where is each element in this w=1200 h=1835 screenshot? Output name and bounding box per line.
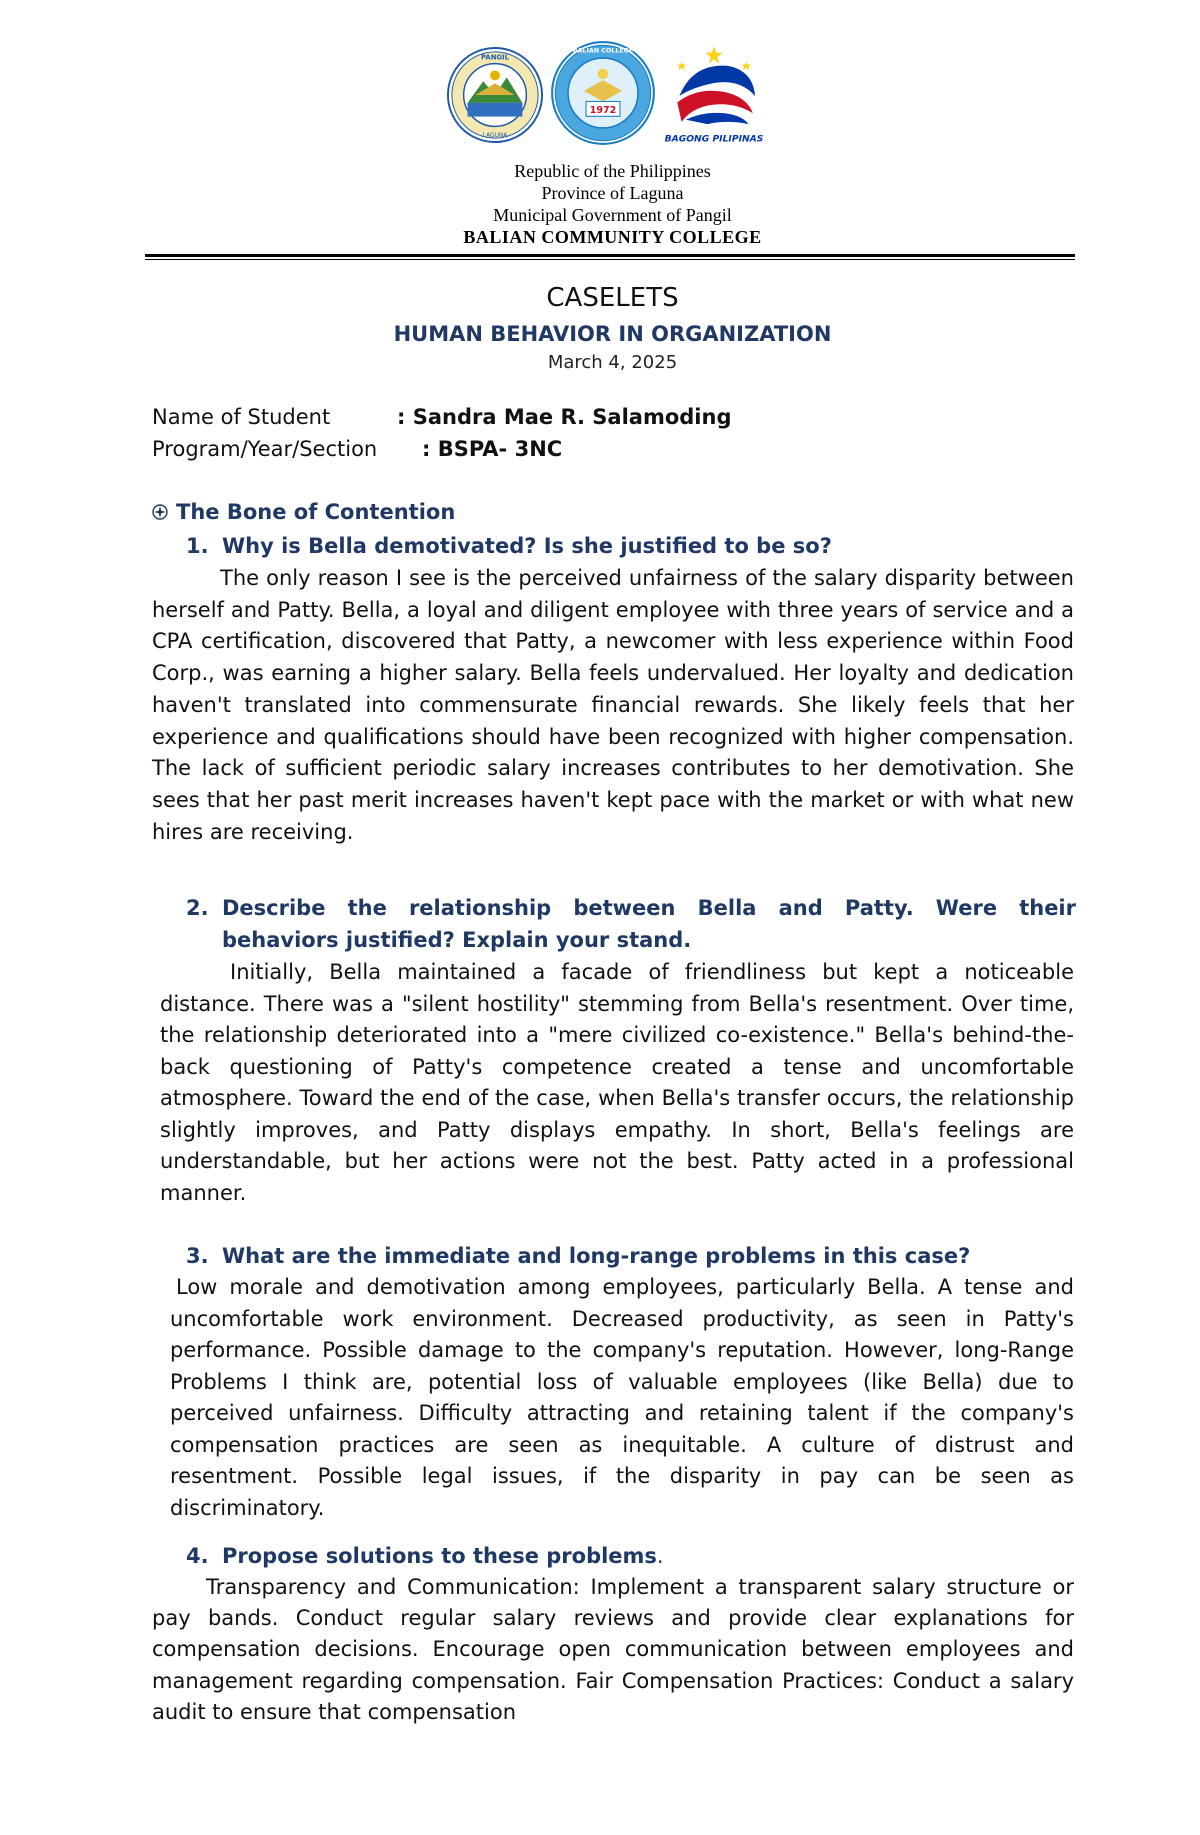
- student-name-row: [152, 405, 731, 429]
- answer-1: The only reason I see is the perceived unfairness of the salary disparity between herself and Patty. Bella, a loyal and diligent employee with three years of service and a CPA certification, discovered that Patty, a newcomer with less experience within Food Corp., was earning a higher salary. Bella feels undervalued. Her loyalty and dedication haven't translated into commensurate financial rewards. She likely feels that her experience and qualifications should have been recognized with higher compensation. The lack of sufficient periodic salary increases contributes to her demotivation. She sees that her past merit increases haven't kept pace with the market or with what new hires are receiving.: [152, 566, 1074, 844]
- letterhead-municipality: Municipal Government of Pangil: [493, 205, 732, 225]
- program-label: Program/Year/Section: [152, 437, 378, 461]
- letterhead-province: Province of Laguna: [541, 183, 684, 203]
- student-name-label: Name of Student: [152, 405, 331, 429]
- document-date: March 4, 2025: [547, 352, 678, 373]
- page-title: CASELETS: [546, 283, 679, 313]
- answer-4: Transparency and Communication: Implement a transparent salary structure or pay bands. Conduct regular salary reviews and provide clear explanations for compensation decisions. Encourage open communication between employees and management regarding compensation. Fair Compensation Practices: Conduct a salary audit to ensure that compensation: [152, 1575, 1074, 1724]
- question-3: [186, 1240, 970, 1272]
- letterhead-republic: Republic of the Philippines: [514, 161, 711, 181]
- section-heading-text: The Bone of Contention: [176, 500, 456, 524]
- question-text: Propose solutions to these problems: [222, 1544, 657, 1568]
- balian-college-seal-logo: [550, 40, 656, 146]
- svg-text:PANGIL: PANGIL: [480, 53, 510, 62]
- question-text: What are the immediate and long-range problems in this case?: [222, 1244, 971, 1268]
- sparkle-icon: [152, 504, 168, 520]
- question-number: 2.: [186, 896, 209, 920]
- answer-3: Low morale and demotivation among employees, particularly Bella. A tense and uncomfortable work environment. Decreased productivity, as seen in Patty's performance. Possible damage to the company's reputation. However, long-Range Problems I think are, potential loss of valuable employees (like Bella) due to perceived unfairness. Difficulty attracting and retaining talent if the company's compensation practices are seen as inequitable. A culture of distrust and resentment. Possible legal issues, if the disparity in pay can be seen as discriminatory.: [170, 1275, 1074, 1520]
- question-2: [186, 892, 1076, 956]
- answer-2: Initially, Bella maintained a facade of friendliness but kept a noticeable distance. There was a "silent hostility" stemming from Bella's resentment. Over time, the relationship deteriorated into a "mere civilized co-existence." Bella's behind-the-back questioning of Patty's competence created a tense and uncomfortable atmosphere. Toward the end of the case, when Bella's transfer occurs, the relationship slightly improves, and Patty displays empathy. In short, Bella's feelings are understandable, but her actions were not the best. Patty acted in a professional manner.: [160, 960, 1074, 1205]
- student-name-value: : Sandra Mae R. Salamoding: [397, 405, 732, 429]
- program-value: : BSPA- 3NC: [422, 437, 563, 461]
- question-text: Why is Bella demotivated? Is she justified to be so?: [222, 534, 832, 558]
- pangil-seal-logo: [446, 46, 544, 144]
- letterhead: [0, 160, 1200, 248]
- svg-text:BALIAN COLLEGE: BALIAN COLLEGE: [572, 47, 634, 55]
- bagong-pilipinas-logo: [660, 42, 768, 150]
- program-row: [152, 437, 562, 461]
- logo-row: [446, 40, 766, 150]
- svg-text:BAGONG PILIPINAS: BAGONG PILIPINAS: [664, 133, 764, 145]
- question-number: 3.: [186, 1244, 209, 1268]
- letterhead-divider: [145, 254, 1075, 257]
- letterhead-college: BALIAN COMMUNITY COLLEGE: [463, 227, 762, 247]
- letterhead-divider-thin: [145, 259, 1075, 260]
- question-4: 4. Propose solutions to these problems.: [186, 1540, 664, 1572]
- question-1: [186, 530, 832, 562]
- svg-text:LAGUNA: LAGUNA: [482, 133, 508, 140]
- section-heading: [152, 500, 455, 524]
- svg-text:1972: 1972: [589, 105, 617, 117]
- course-title: HUMAN BEHAVIOR IN ORGANIZATION: [393, 322, 832, 346]
- question-number: 1.: [186, 534, 209, 558]
- question-number: 4.: [186, 1544, 209, 1568]
- question-text: Describe the relationship between Bella and Patty. Were their behaviors justified? Explain your stand.: [222, 896, 1076, 952]
